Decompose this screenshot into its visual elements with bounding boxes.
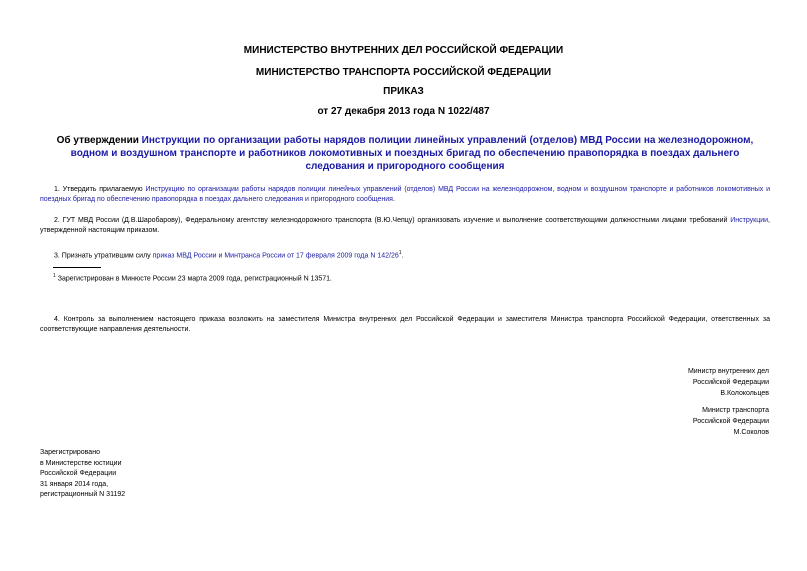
signature-interior-minister — [688, 366, 769, 399]
document-date-number: от 27 декабря 2013 года N 1022/487 — [317, 106, 490, 117]
document-title — [40, 134, 770, 173]
sig2-position: Министр транспорта — [702, 407, 769, 414]
p1-suffix: . — [392, 196, 395, 203]
sig2-country: Российской Федерации — [692, 418, 769, 425]
repealed-order-link[interactable]: приказ МВД России и Минтранса России от 17 февраля 2009 года N 142/26 — [152, 252, 399, 260]
instruction-title-link[interactable]: Инструкции по организации работы нарядов полиции линейных управлений (отделов) МВД России на железнодорожном, водном и воздушном транспорте и работников локомотивных и поездных бригад по обеспечению правопорядка в поездах дальнего следования и пригородного сообщения — [70, 135, 754, 172]
document-type: ПРИКАЗ — [383, 86, 424, 97]
p3-suffix: . — [401, 252, 404, 260]
signature-transport-minister — [693, 405, 769, 438]
p1-prefix: 1. Утвердить прилагаемую — [54, 186, 146, 193]
sig1-name: В.Колокольцев — [720, 390, 769, 397]
footnote-text: Зарегистрирован в Минюсте России 23 марта 2009 года, регистрационный N 13571. — [55, 275, 332, 283]
reg-line-2: в Министерстве юстиции — [40, 459, 122, 467]
registration-block — [40, 448, 125, 501]
paragraph-1 — [40, 185, 770, 205]
title-prefix: Об утверждении — [56, 135, 142, 146]
ministry-mvd-heading: МИНИСТЕРСТВО ВНУТРЕННИХ ДЕЛ РОССИЙСКОЙ ФЕДЕРАЦИИ — [243, 45, 564, 56]
ministry-transport-heading: МИНИСТЕРСТВО ТРАНСПОРТА РОССИЙСКОЙ ФЕДЕРАЦИИ — [255, 67, 552, 78]
instruction-link-p1[interactable]: Инструкцию по организации работы нарядов полиции линейных управлений (отделов) МВД России на железнодорожном, водном и воздушном транспорте и работников локомотивных и поездных бригад по обеспечению правопорядка в поездах дальнего следования и пригородного сообщения — [40, 186, 771, 203]
paragraph-3 — [40, 248, 770, 261]
footnote-marker: 1 — [53, 273, 56, 279]
reg-line-5: регистрационный N 31192 — [40, 491, 126, 498]
sig1-position: Министр внутренних дел — [687, 368, 769, 375]
p2-prefix: 2. ГУТ МВД России (Д.В.Шаробарову), Федеральному агентству железнодорожного транспорта (В.Ю.Чепцу) организовать изучение и выполнение соответствующими должностными лицами требований — [54, 217, 731, 224]
sig2-name: М.Соколов — [733, 429, 769, 436]
reg-line-1: Зарегистрировано — [40, 449, 100, 456]
footnote-divider — [53, 267, 101, 268]
footnote-ref[interactable]: 1 — [398, 250, 402, 256]
reg-line-4: 31 января 2014 года, — [40, 480, 109, 488]
p3-prefix: 3. Признать утратившим силу — [54, 252, 153, 260]
sig1-country: Российской Федерации — [692, 379, 769, 386]
instruction-link-p2[interactable]: Инструкции — [730, 217, 769, 224]
reg-line-3: Российской Федерации — [40, 470, 117, 477]
footnote — [53, 271, 332, 284]
paragraph-2 — [40, 216, 770, 236]
paragraph-4: 4. Контроль за выполнением настоящего приказа возложить на заместителя Министра внутренних дел Российской Федерации и заместителя Министра транспорта Российской Федерации, ответственных за соответствующие направления деятельности. — [40, 316, 770, 333]
p2-suffix: , утвержденной настоящим приказом. — [40, 217, 770, 234]
